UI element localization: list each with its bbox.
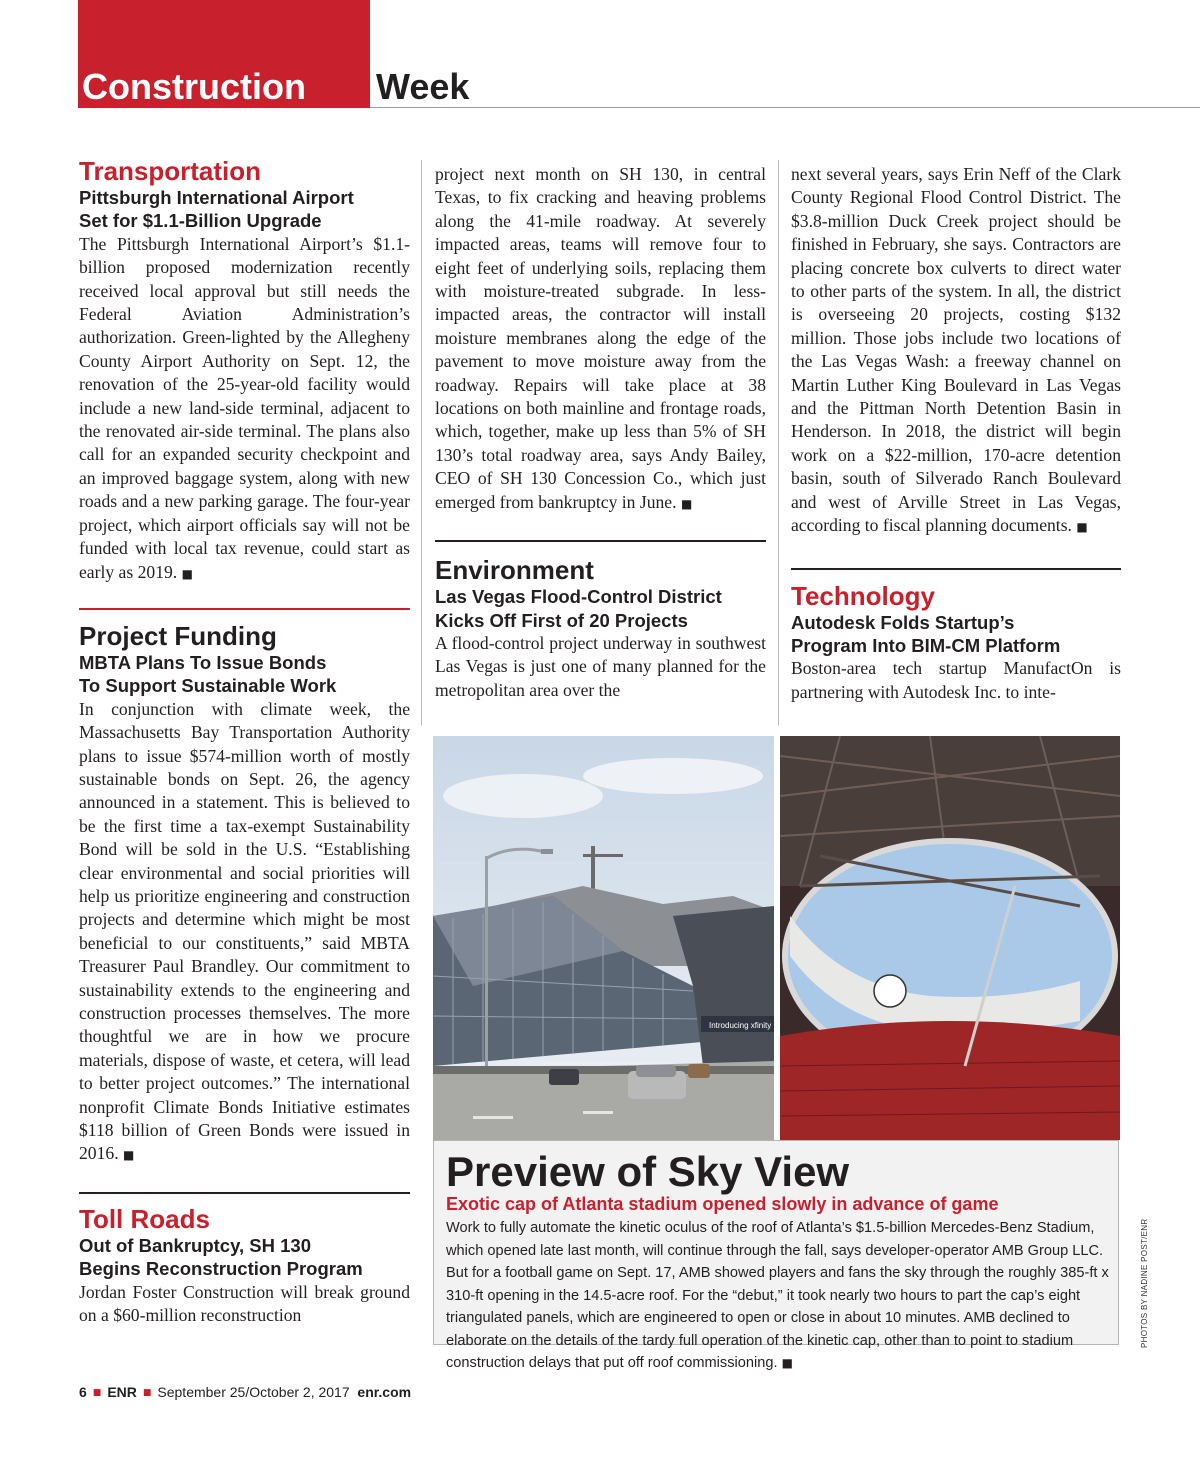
end-mark: ■	[680, 496, 693, 511]
environment-title: Environment	[435, 555, 594, 586]
technology-headline-1: Autodesk Folds Startup’s	[791, 611, 1015, 633]
toll-roads-continued: project next month on SH 130, in central Texas, to fix cracking and heaving problems along the 41-mile roadway. At severely impacted areas, teams will remove four to eight feet of underlying soils, replacing them with moisture-treated subgrade. In less-impacted areas, the contractor will install moisture membranes along the edge of the pavement to move moisture away from the roadway. Repairs will take place at 38 locations on both mainline and frontage roads, which, together, make up less than 5% of SH 130’s total roadway area, says Andy Bailey, CEO of SH 130 Concession Co., which just emerged from bankruptcy in June. ■	[435, 164, 766, 512]
transportation-headline-2: Set for $1.1-Billion Upgrade	[79, 210, 322, 232]
feature-title: Preview of Sky View	[446, 1148, 850, 1195]
project-funding-headline-2: To Support Sustainable Work	[79, 675, 337, 697]
column-rule	[778, 160, 779, 725]
transportation-title: Transportation	[79, 156, 262, 186]
column-3	[791, 163, 1121, 704]
column-2	[435, 163, 766, 702]
section-divider	[79, 608, 410, 610]
page-number: 6	[79, 1384, 87, 1400]
environment-body: A flood-control project underway in southwest Las Vegas is just one of many planned for the metropolitan area over the	[435, 632, 766, 700]
section-divider	[435, 540, 766, 542]
environment-headline-1: Las Vegas Flood-Control District	[435, 586, 722, 608]
transportation-body: The Pittsburgh International Airport’s $1.1-billion proposed modernization recently received local approval but still needs the Federal Aviation Administration’s authorization. Green-lighted by the Allegheny County Airport Authority on Sept. 12, the renovation of the 25-year-old facility would include a new land-side terminal, adjacent to the renovated air-side terminal. The plans also call for an expanded security checkpoint and an improved baggage system, along with new roads and a new parking garage. The four-year project, which airport officials say will not be funded with local tax revenue, could start as early as 2019. ■	[79, 233, 410, 582]
footer-separator: ■	[92, 1388, 102, 1398]
technology-title: Technology	[791, 580, 935, 611]
section-divider	[791, 568, 1121, 570]
project-funding-headline-1: MBTA Plans To Issue Bonds	[79, 651, 327, 673]
toll-roads-headline-2: Begins Reconstruction Program	[79, 1258, 363, 1280]
column-rule	[421, 160, 422, 725]
end-mark: ■	[123, 1148, 135, 1163]
photo-credit: PHOTOS BY NADINE POST/ENR	[1140, 1218, 1149, 1348]
stadium-interior-photo	[780, 736, 1120, 1140]
toll-roads-title: Toll Roads	[79, 1203, 210, 1234]
end-mark: ■	[1076, 520, 1088, 535]
technology-body: Boston-area tech startup ManufactOn is partnering with Autodesk Inc. to inte-	[791, 658, 1121, 702]
page-footer	[79, 1384, 411, 1400]
header-rule	[370, 107, 1200, 108]
toll-roads-headline-1: Out of Bankruptcy, SH 130	[79, 1234, 311, 1256]
environment-continued: next several years, says Erin Neff of the Clark County Regional Flood Control District. The $3.8-million Duck Creek project should be finished in February, she says. Contractors are placing concrete box culverts to direct water to other parts of the system. In all, the district is overseeing 20 projects, costing $132 million. Those jobs include two locations of the Las Vegas Wash: a freeway channel on Martin Luther King Boulevard in Las Vegas and the Pittman North Detention Basin in Henderson. In 2018, the district will begin work on a $22-million, 170-acre detention basin, south of Silverado Ranch Boulevard and west of Arville Street in Las Vegas, according to fiscal planning documents. ■	[791, 164, 1121, 536]
end-mark: ■	[781, 1356, 793, 1370]
project-funding-body: In conjunction with climate week, the Massachusetts Bay Transportation Authority plans to issue $574-million worth of mostly sustainable bonds on Sept. 26, the agency announced in a statement. This is believed to be the first time a tax-exempt Sustainability Bond will be sold in the U.S. “Establishing clear environmental and social priorities will help us prioritize engineering and construction projects and determine which might be most beneficial to our constituents,” said MBTA Treasurer Paul Brandley. Our commitment to sustainability extends to the engineering and construction processes themselves. The more thoughtful we are in how we procure materials, dispose of waste, et cetera, will lead to better project outcomes.” The international nonprofit Climate Bonds Initiative estimates $118 billion of Green Bonds were issued in 2016. ■	[79, 698, 410, 1164]
feature-body: Work to fully automate the kinetic oculus of the roof of Atlanta’s $1.5-billion Mercedes-Benz Stadium, which opened late last month, will continue through the fall, says developer-operator AMB Group LLC. But for a football game on Sept. 17, AMB showed players and fans the sky through the roughly 385-ft x 310-ft opening in the 14.5-acre roof. For the “debut,” it took nearly two hours to part the cap’s eight triangulated panels, which are engineered to open or close in about 10 minutes. AMB declined to elaborate on the details of the tardy full operation of the kinetic cap, other than to point to stadium construction delays that put off roof commissioning. ■	[446, 1220, 1109, 1371]
footer-separator: ■	[142, 1388, 152, 1398]
section-divider	[79, 1192, 410, 1194]
section-week: Week	[376, 66, 470, 107]
stadium-banner-text: Introducing xfinity	[709, 1021, 772, 1030]
toll-roads-body: Jordan Foster Construction will break ground on a $60-million reconstruction	[79, 1281, 410, 1326]
project-funding-title: Project Funding	[79, 620, 277, 651]
stadium-exterior-photo	[433, 736, 774, 1140]
column-1	[79, 156, 410, 1327]
website[interactable]: enr.com	[357, 1384, 412, 1400]
transportation-headline-1: Pittsburgh International Airport	[79, 187, 354, 208]
environment-headline-2: Kicks Off First of 20 Projects	[435, 609, 688, 631]
feature-caption-box	[433, 1140, 1119, 1371]
feature-subtitle: Exotic cap of Atlanta stadium opened slowly in advance of game	[446, 1194, 999, 1214]
technology-headline-2: Program Into BIM-CM Platform	[791, 634, 1061, 656]
section-name: Construction	[82, 66, 306, 107]
end-mark: ■	[181, 566, 193, 581]
magazine-name: ENR	[107, 1384, 137, 1400]
issue-date: September 25/October 2, 2017	[157, 1384, 350, 1400]
